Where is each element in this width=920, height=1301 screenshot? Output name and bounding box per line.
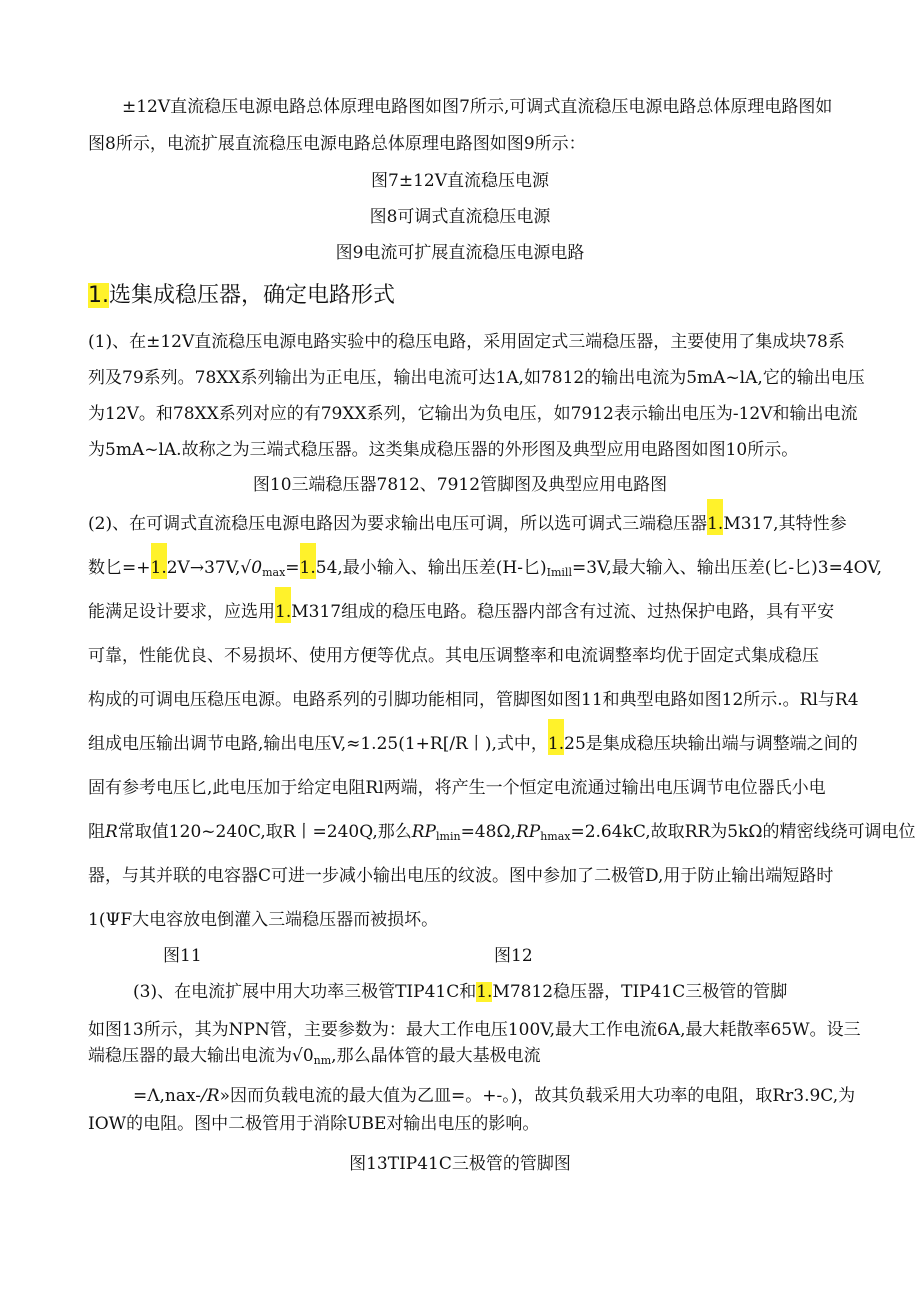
highlight-mark: 1.: [151, 543, 167, 579]
highlight-mark: 1.: [548, 719, 564, 755]
text-run: /R: [201, 1086, 220, 1106]
para1-line-2: 列及79系列。78XX系列输出为正电压，输出电流可达1A,如7812的输出电流为5mA~lA,它的输出电压: [88, 368, 865, 388]
text-run: ,那么晶体管的最大基极电流: [331, 1046, 541, 1066]
highlight-mark: 1.: [300, 543, 316, 579]
text-run: 能满足设计要求，应选用: [88, 602, 275, 622]
text-run: M7812稳压器，TIP41C三极管的管脚: [492, 982, 788, 1002]
para2-line-8: [88, 821, 915, 843]
highlight-mark: 1.: [275, 587, 291, 623]
text-run: 数匕=+: [88, 558, 151, 578]
text-run: 常取值120~240C,取R丨=240Q,那么: [117, 822, 412, 842]
heading-text: 选集成稳压器，确定电路形式: [109, 283, 396, 308]
para1-line-1: (1)、在±12V直流稳压电源电路实验中的稳压电路，采用固定式三端稳压器，主要使用了集成块78系: [88, 332, 845, 352]
text-run: =48Ω,: [460, 822, 516, 842]
text-run: »因而负载电流的最大值为乙皿=。+-。)，故其负载采用大功率的电阻，取Rr3.9C,为: [219, 1086, 856, 1106]
para3-line-1: [133, 981, 787, 1003]
highlight-mark: 1.: [707, 499, 723, 535]
para1-line-4: 为5mA~lA.故称之为三端式稳压器。这类集成稳压器的外形图及典型应用电路图如图10所示。: [88, 440, 799, 460]
text-run: 54,最小输入、输出压差(H-匕): [315, 558, 547, 578]
highlight-mark: 1.: [476, 982, 493, 1002]
para1-line-3: 为12V。和78XX系列对应的有79XX系列，它输出为负电压，如7912表示输出电压为-12V和输出电流: [88, 404, 858, 424]
text-run: 组成电压输出调节电路,输出电压V,≈1.25(1+R[/R丨),式中，: [88, 734, 548, 754]
caption-fig9: 图9电流可扩展直流稳压电源电路: [335, 243, 585, 263]
para3-line-5: IOW的电阻。图中二极管用于消除UBE对输出电压的影响。: [88, 1114, 540, 1134]
para2-line-4: 可靠，性能优良、不易损坏、使用方便等优点。其电压调整率和电流调整率均优于固定式集成稳压: [88, 646, 819, 666]
caption-fig7: 图7±12V直流稳压电源: [371, 171, 549, 191]
text-run: =2.64kC,故取RR为5kΩ的精密线绕可调电位: [570, 822, 916, 842]
para3-line-2: 如图13所示，其为NPN管，主要参数为：最大工作电压100V,最大工作电流6A,最大耗散率65W。设三: [88, 1020, 861, 1040]
caption-fig12: 图12: [494, 946, 533, 966]
para2-line-5: 构成的可调电压稳压电源。电路系列的引脚功能相同，管脚图如图11和典型电路如图12所示.。Rl与R4: [88, 690, 859, 710]
caption-fig11: 图11: [163, 946, 202, 966]
para2-line-3: [88, 601, 834, 623]
text-run: 25是集成稳压块输出端与调整端之间的: [564, 734, 858, 754]
heading-number: 1.: [88, 283, 109, 308]
text-run: 端稳压器的最大输出电流为√0: [88, 1046, 314, 1066]
text-run: (2)、在可调式直流稳压电源电路因为要求输出电压可调，所以选可调式三端稳压器: [88, 514, 708, 534]
text-run: M317组成的稳压电路。稳压器内部含有过流、过热保护电路，具有平安: [291, 602, 835, 622]
subscript: lmin: [436, 830, 461, 843]
para2-line-1: [88, 513, 847, 535]
text-run: RP: [411, 822, 436, 842]
text-run: =: [285, 558, 300, 578]
text-run: √0: [240, 558, 263, 578]
subscript: hmax: [540, 830, 571, 843]
subscript: Imill: [546, 566, 572, 579]
text-run: =Λ,nax-: [133, 1086, 202, 1106]
caption-fig13: 图13TIP41C三极管的管脚图: [349, 1154, 571, 1174]
subscript: nm: [313, 1054, 332, 1067]
text-run: (3)、在电流扩展中用大功率三极管TIP41C和: [133, 982, 477, 1002]
text-run: M317,其特性参: [723, 514, 847, 534]
intro-line-2: 图8所示，电流扩展直流稳压电源电路总体原理电路图如图9所示：: [88, 134, 586, 154]
text-run: 阻: [88, 822, 105, 842]
para2-line-2: [88, 557, 882, 579]
para2-line-9: 器，与其并联的电容器C可进一步减小输出电压的纹波。图中参加了二极管D,用于防止输出端短路时: [88, 866, 834, 886]
section-heading: [88, 285, 395, 307]
para3-line-4: [133, 1085, 855, 1107]
text-run: 2V→37V,: [166, 558, 241, 578]
subscript: max: [262, 566, 286, 579]
para2-line-7: 固有参考电压匕,此电压加于给定电阻Rl两端，将产生一个恒定电流通过输出电压调节电位器氏小电: [88, 778, 826, 798]
text-run: =3V,最大输入、输出压差(匕-匕)3=4OV,: [571, 558, 882, 578]
para3-line-3: [88, 1045, 541, 1067]
para2-line-6: [88, 733, 858, 755]
intro-line-1: ±12V直流稳压电源电路总体原理电路图如图7所示,可调式直流稳压电源电路总体原理电路图如: [122, 97, 833, 117]
text-run: RP: [515, 822, 541, 842]
text-run: R: [105, 822, 118, 842]
caption-fig8: 图8可调式直流稳压电源: [369, 207, 551, 227]
caption-fig10: 图10三端稳压器7812、7912管脚图及典型应用电路图: [252, 475, 668, 495]
para2-line-10: 1(ΨF大电容放电倒灌入三端稳压器而被损坏。: [88, 910, 439, 930]
